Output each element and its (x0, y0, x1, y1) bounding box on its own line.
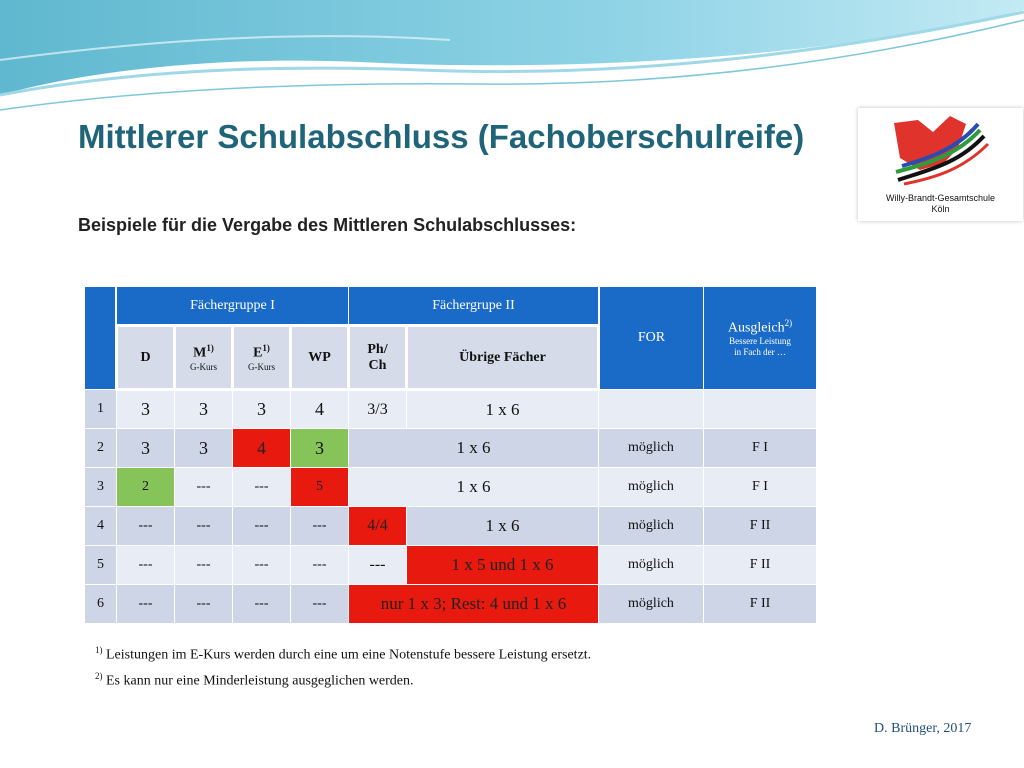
cell-m: --- (175, 585, 233, 624)
table-row (85, 507, 817, 546)
sub-header-other: Übrige Fächer (407, 326, 599, 390)
cell-other: 1 x 5 und 1 x 6 (407, 546, 599, 585)
results-table (84, 286, 817, 624)
table-row (85, 429, 817, 468)
footnote-2-mark: 2) (95, 670, 103, 681)
cell-other: 1 x 6 (349, 468, 599, 507)
cell-other: 1 x 6 (407, 507, 599, 546)
ausgleich-label: Ausgleich (727, 320, 785, 336)
cell-for (599, 390, 704, 429)
cell-for: möglich (599, 546, 704, 585)
footnote-2-text: Es kann nur eine Minderleistung ausgeglichen werden. (106, 673, 414, 689)
footnote-2 (95, 666, 591, 692)
cell-phch: 3/3 (349, 390, 407, 429)
sub-header-m (175, 326, 233, 390)
cell-ausgleich: F I (704, 429, 817, 468)
cell-m: 3 (175, 429, 233, 468)
cell-wp: 5 (291, 468, 349, 507)
sub-header-e-course: G-Kurs (248, 361, 275, 372)
cell-for: möglich (599, 585, 704, 624)
cell-e: --- (233, 585, 291, 624)
row-number: 1 (85, 390, 117, 429)
cell-ausgleich: F II (704, 585, 817, 624)
cell-wp: 4 (291, 390, 349, 429)
cell-wp: 3 (291, 429, 349, 468)
author-credit: D. Brünger, 2017 (874, 721, 972, 736)
sub-header-e-label: E (253, 345, 263, 361)
group1-header: Fächergruppe I (117, 287, 349, 326)
sub-header-phch-2: Ch (368, 357, 387, 373)
cell-d: 3 (117, 390, 175, 429)
sub-header-phch (349, 326, 407, 390)
cell-other: nur 1 x 3; Rest: 4 und 1 x 6 (349, 585, 599, 624)
cell-for: möglich (599, 507, 704, 546)
sub-header-e (233, 326, 291, 390)
cell-m: --- (175, 468, 233, 507)
sub-header-e-mark: 1) (262, 343, 270, 354)
sub-header-phch-1: Ph/ (367, 341, 388, 357)
for-header: FOR (599, 287, 704, 390)
row-number: 4 (85, 507, 117, 546)
cell-wp: --- (291, 546, 349, 585)
row-number-header (85, 287, 117, 390)
cell-m: 3 (175, 390, 233, 429)
cell-for: möglich (599, 429, 704, 468)
cell-e: 4 (233, 429, 291, 468)
logo-line-1: Willy-Brandt-Gesamtschule (885, 193, 996, 203)
cell-e: 3 (233, 390, 291, 429)
row-number: 2 (85, 429, 117, 468)
cell-m: --- (175, 507, 233, 546)
ausgleich-sub-1: Bessere Leistung (729, 336, 791, 347)
cell-wp: --- (291, 585, 349, 624)
cell-wp: --- (291, 507, 349, 546)
sub-header-m-course: G-Kurs (190, 361, 217, 372)
cell-e: --- (233, 546, 291, 585)
cell-d: --- (117, 585, 175, 624)
cell-d: --- (117, 507, 175, 546)
cell-other: 1 x 6 (349, 429, 599, 468)
row-number: 6 (85, 585, 117, 624)
cell-d: --- (117, 546, 175, 585)
cell-ausgleich: F II (704, 546, 817, 585)
footnote-1-mark: 1) (95, 645, 103, 655)
sub-header-wp: WP (291, 326, 349, 390)
sub-header-d: D (117, 326, 175, 390)
page-subtitle: Beispiele für die Vergabe des Mittleren Schulabschlusses: (78, 215, 577, 235)
table-row (85, 546, 817, 585)
group2-header: Fächergrupe II (349, 287, 599, 326)
ausgleich-header (704, 287, 817, 390)
table-row (85, 468, 817, 507)
footnote-1 (95, 640, 591, 666)
sub-header-m-mark: 1) (206, 343, 214, 354)
cell-phch: 4/4 (349, 507, 407, 546)
cell-d: 2 (117, 468, 175, 507)
cell-e: --- (233, 468, 291, 507)
table-row (85, 585, 817, 624)
sub-header-m-label: M (193, 345, 207, 361)
school-logo (858, 108, 1023, 221)
cell-phch: --- (349, 546, 407, 585)
page-title: Mittlerer Schulabschluss (Fachoberschulreife) (78, 118, 805, 155)
footnote-1-text: Leistungen im E-Kurs werden durch eine um eine Notenstufe bessere Leistung ersetzt. (106, 647, 592, 663)
row-number: 5 (85, 546, 117, 585)
cell-e: --- (233, 507, 291, 546)
cell-d: 3 (117, 429, 175, 468)
footnotes (95, 640, 591, 691)
ausgleich-sub-2: in Fach der … (734, 347, 786, 358)
school-logo-graphic (858, 108, 1023, 193)
cell-m: --- (175, 546, 233, 585)
logo-line-2: Köln (931, 204, 950, 214)
cell-ausgleich: F I (704, 468, 817, 507)
cell-other: 1 x 6 (407, 390, 599, 429)
table-row (85, 390, 817, 429)
cell-for: möglich (599, 468, 704, 507)
cell-ausgleich (704, 390, 817, 429)
row-number: 3 (85, 468, 117, 507)
cell-ausgleich: F II (704, 507, 817, 546)
ausgleich-footnote-mark: 2) (784, 317, 793, 328)
